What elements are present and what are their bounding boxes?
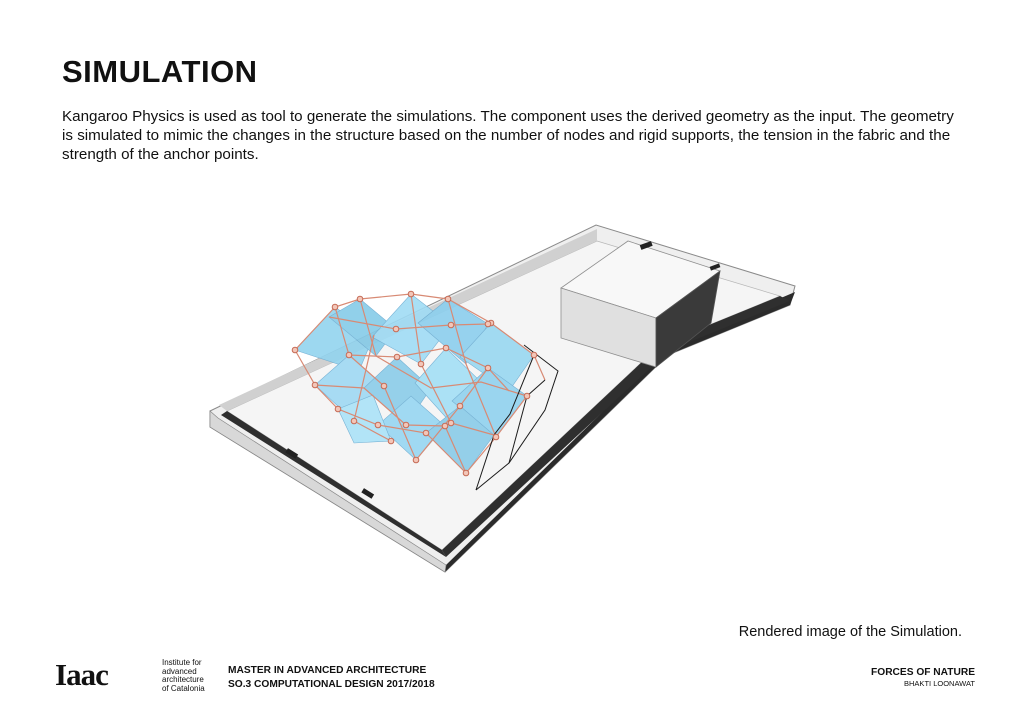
page-title: SIMULATION	[62, 54, 258, 89]
joint-node	[442, 423, 448, 429]
joint-node	[448, 322, 454, 328]
joint-node	[346, 352, 352, 358]
joint-node	[445, 296, 451, 302]
intro-paragraph: Kangaroo Physics is used as tool to generate the simulations. The component uses the derived geometry as the input. The geometry is simulated to mimic the changes in the structure based on the number of nodes and rigid supports, the tension in the fabric and the strength of the anchor points.	[62, 108, 954, 163]
joint-node	[443, 345, 449, 351]
joint-node	[394, 354, 400, 360]
institute-line: Institute for	[162, 658, 202, 667]
institute-line: architecture	[162, 675, 204, 684]
joint-node	[312, 382, 318, 388]
joint-node	[463, 470, 469, 476]
joint-node	[403, 422, 409, 428]
joint-node	[418, 361, 424, 367]
author-block	[871, 666, 975, 688]
program-info	[228, 664, 435, 692]
program-line: MASTER IN ADVANCED ARCHITECTURE	[228, 665, 427, 676]
joint-node	[332, 304, 338, 310]
joint-node	[375, 422, 381, 428]
joint-node	[485, 321, 491, 327]
joint-node	[357, 296, 363, 302]
project-title: FORCES OF NATURE	[871, 667, 975, 678]
joint-node	[351, 418, 357, 424]
joint-node	[292, 347, 298, 353]
joint-node	[335, 406, 341, 412]
joint-node	[388, 438, 394, 444]
logo-wordmark: Iaac	[55, 658, 108, 692]
institute-name	[162, 659, 224, 693]
simulation-render	[190, 205, 810, 600]
joint-node	[524, 393, 530, 399]
course-line: SO.3 COMPUTATIONAL DESIGN 2017/2018	[228, 679, 435, 690]
image-caption: Rendered image of the Simulation.	[738, 624, 962, 640]
author-name: BHAKTI LOONAWAT	[904, 679, 975, 688]
joint-node	[413, 457, 419, 463]
joint-node	[381, 383, 387, 389]
joint-node	[493, 434, 499, 440]
joint-node	[531, 352, 537, 358]
joint-node	[423, 430, 429, 436]
joint-node	[457, 403, 463, 409]
institute-line: advanced	[162, 666, 197, 676]
institute-line: of Catalonia	[162, 683, 205, 693]
joint-node	[448, 420, 454, 426]
joint-node	[393, 326, 399, 332]
joint-node	[485, 365, 491, 371]
joint-node	[408, 291, 414, 297]
iaac-logo	[55, 658, 153, 692]
